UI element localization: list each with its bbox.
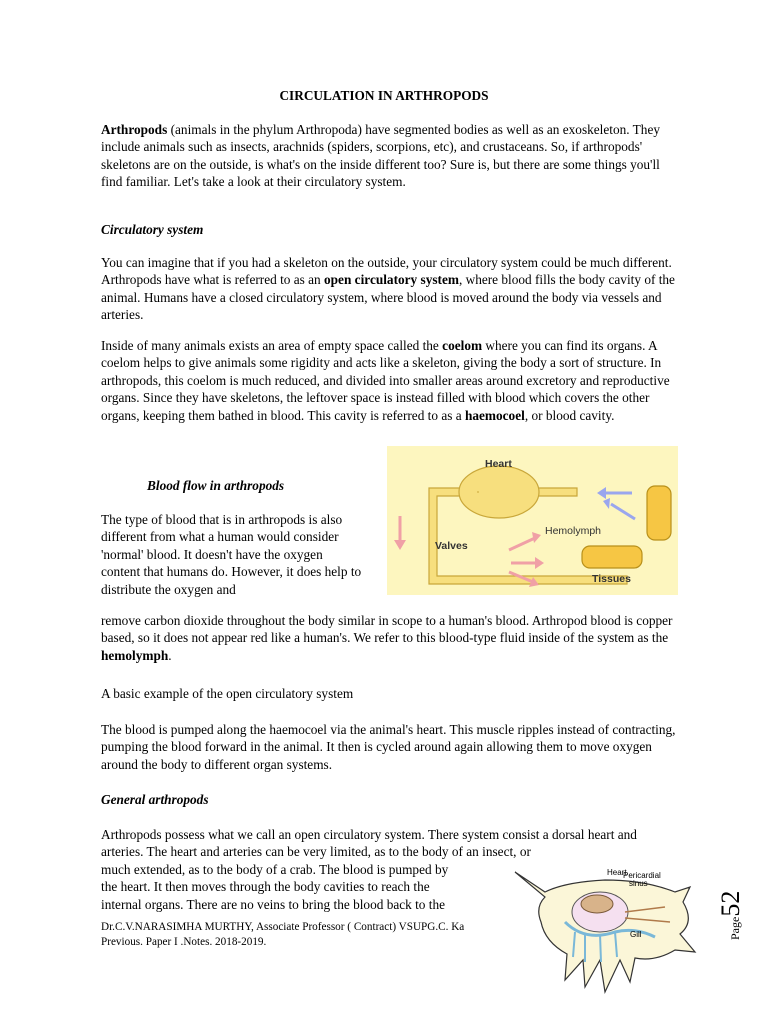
text-span: , or blood cavity. bbox=[524, 407, 615, 423]
label-fig2-pericardial-line1: Pericardial bbox=[623, 871, 661, 880]
text-span: Inside of many animals exists an area of empty space called the bbox=[101, 338, 443, 353]
heading-circulatory-system: Circulatory system bbox=[101, 222, 204, 237]
label-tissues: Tissues bbox=[592, 573, 631, 585]
bold-term: open circulatory system bbox=[324, 272, 459, 288]
circulatory-paragraph-1 bbox=[101, 254, 679, 324]
label-fig2-pericardial-line2: sinus bbox=[629, 879, 648, 888]
heading-general-arthropods: General arthropods bbox=[101, 792, 209, 807]
footer-line-1: Dr.C.V.NARASIMHA MURTHY, Associate Professor ( Contract) VSUPG.C. Ka bbox=[101, 921, 465, 933]
arthropod-body-illustration bbox=[505, 862, 705, 1012]
footer-line-2: Previous. Paper I .Notes. 2018-2019. bbox=[101, 936, 267, 948]
page-number-value: 52 bbox=[716, 890, 745, 917]
page-number bbox=[716, 866, 758, 940]
text-line: internal organs. There are no veins to bring the blood back to the bbox=[101, 896, 446, 912]
intro-bold-term: Arthropods bbox=[101, 122, 168, 137]
general-paragraph-full: Arthropods possess what we call an open circulatory system. There system consist a dorsal heart and arteries. The heart and arteries can be very limited, as to the body of an insect, or bbox=[101, 827, 637, 860]
text-span: remove carbon dioxide throughout the body similar in scope to a human's blood. Arthropod blood is copper based, so it does not appear red like a human's. We refer to this blood-type fluid inside of the system as the bbox=[101, 613, 673, 646]
text-line: the heart. It then moves through the body cavities to reach the bbox=[101, 879, 430, 895]
bold-term: hemolymph bbox=[101, 647, 169, 663]
haemocoel-paragraph: The blood is pumped along the haemocoel via the animal's heart. This muscle ripples instead of contracting, pumping the blood forward in the animal. It then is cycled around again allowing them to move oxygen around the body to different organ systems. bbox=[101, 722, 676, 772]
tissue-block-bottom bbox=[582, 546, 642, 568]
intro-text: (animals in the phylum Arthropoda) have segmented bodies as well as an exoskeleton. They include animals such as insects, arachnids (spiders, scorpions, etc), and crustaceans. So, if arthropods' skeletons are on the outside, is what's on the inside different too? Sure is, but there are some things you'll find familiar. Let's take a look at their circulatory system. bbox=[101, 122, 660, 190]
text-span: where you can find its organs. A coelom helps to give animals some rigidity and acts like a skeleton, giving the body a sort of structure. In arthropods, this coelom is much reduced, and divided into smaller areas around excretory and reproductive organs. Since they have skeletons, the leftover space is instead filled with blood which covers the other organs, keeping them bathed in blood. This cavity is referred to as a bbox=[101, 338, 670, 423]
page-title: CIRCULATION IN ARTHROPODS bbox=[279, 88, 489, 103]
blood-flow-paragraph-wrapped: The type of blood that is in arthropods is also different from what a human would consider 'normal' blood. It doesn't have the oxygen content that humans do. However, it does help to distribute the oxygen and bbox=[101, 512, 362, 597]
page-word: Page bbox=[728, 916, 742, 940]
heart-chamber bbox=[459, 466, 539, 518]
text-span: . bbox=[168, 647, 172, 663]
text-span: , where blood fills the body cavity of the animal. Humans have a closed circulatory system, where blood is moved around the body via vessels and arteries. bbox=[101, 272, 675, 323]
label-hemolymph: Hemolymph bbox=[545, 525, 602, 537]
diagram-svg bbox=[387, 446, 678, 595]
heart-shape bbox=[581, 895, 613, 913]
label-fig2-pericardial bbox=[623, 872, 661, 888]
intro-paragraph bbox=[101, 121, 679, 191]
label-fig2-gill: Gill bbox=[630, 930, 642, 939]
blood-flow-paragraph-full bbox=[101, 612, 679, 664]
text-line: much extended, as to the body of a crab. The blood is pumped by bbox=[101, 862, 449, 877]
page-number-rotated bbox=[716, 860, 754, 940]
open-circulatory-diagram bbox=[387, 446, 678, 595]
text-span: You can imagine that if you had a skeleton on the outside, your circulatory system could be much different. Arthropods have what is referred to as an bbox=[101, 255, 672, 288]
bold-term: coelom bbox=[442, 338, 483, 353]
footer bbox=[101, 920, 531, 950]
bold-term: haemocoel bbox=[464, 407, 525, 423]
general-paragraph-wrapped bbox=[101, 861, 521, 913]
label-valves: Valves bbox=[435, 540, 468, 552]
label-heart: Heart bbox=[485, 458, 512, 470]
tissue-block-right bbox=[647, 486, 671, 540]
label-fig2-heart: Heart bbox=[607, 868, 627, 877]
illustration-svg bbox=[505, 862, 705, 1012]
circulatory-paragraph-2 bbox=[101, 337, 679, 424]
example-caption: A basic example of the open circulatory system bbox=[101, 686, 354, 701]
heading-blood-flow: Blood flow in arthropods bbox=[147, 478, 285, 493]
